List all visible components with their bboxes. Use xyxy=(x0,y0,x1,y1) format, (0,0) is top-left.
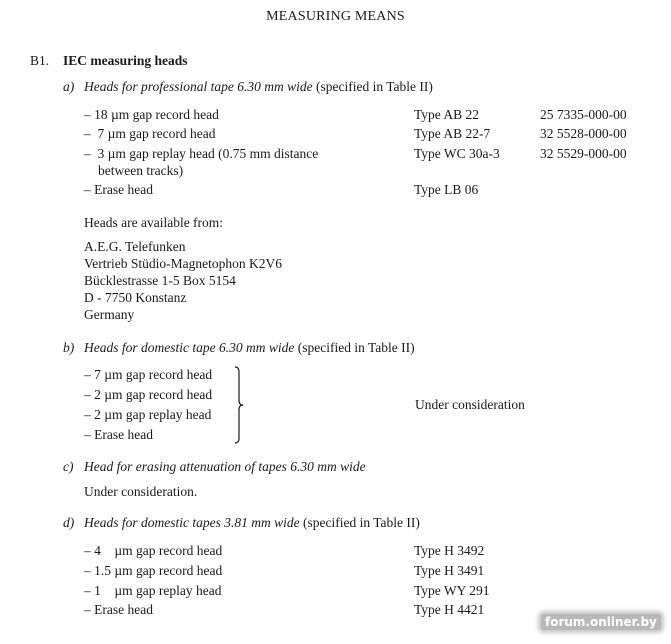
list-item: – 2 µm gap record head xyxy=(84,387,213,402)
head-type: Type AB 22-7 xyxy=(414,126,491,141)
list-item: – Erase head xyxy=(84,427,153,442)
availability-label: Heads are available from: xyxy=(84,215,224,230)
part-code: 32 5528-000-00 xyxy=(540,126,627,141)
subsection-b-note: (specified in Table II) xyxy=(297,340,415,355)
subsection-b-status: Under consideration xyxy=(415,397,525,412)
subsection-c-status: Under consideration. xyxy=(84,484,198,499)
address-line: D - 7750 Konstanz xyxy=(84,290,187,305)
subsection-b-italic-title: Heads for domestic tape 6.30 mm wide xyxy=(84,340,295,355)
list-item-continuation: between tracks) xyxy=(98,163,184,178)
section-number: B1. xyxy=(30,53,50,68)
list-item: – 7 µm gap record head xyxy=(84,126,216,141)
list-item: – 7 µm gap record head xyxy=(84,367,213,382)
list-item: – 1.5 µm gap record head xyxy=(84,563,223,578)
part-code: 32 5529-000-00 xyxy=(540,146,627,161)
list-item: – 3 µm gap replay head (0.75 mm distance xyxy=(84,146,319,161)
address-line: A.E.G. Telefunken xyxy=(84,239,186,254)
head-type: Type WC 30a-3 xyxy=(414,146,500,161)
list-item: – Erase head xyxy=(84,602,153,617)
address-line: Bücklestrasse 1-5 Box 5154 xyxy=(84,273,236,288)
subsection-c-label: c) xyxy=(63,459,74,474)
subsection-a-label: a) xyxy=(63,79,75,94)
head-type: Type H 4421 xyxy=(414,602,485,617)
address-line: Vertrieb Stüdio-Magnetophon K2V6 xyxy=(84,256,282,271)
subsection-b-label: b) xyxy=(63,340,75,355)
part-code: 25 7335-000-00 xyxy=(540,107,627,122)
address-line: Germany xyxy=(84,307,135,322)
list-item: – 4 µm gap record head xyxy=(84,543,223,558)
list-item: – Erase head xyxy=(84,182,153,197)
head-type: Type H 3492 xyxy=(414,543,485,558)
subsection-d-title xyxy=(84,515,420,531)
right-brace-icon xyxy=(233,366,247,444)
subsection-a-title xyxy=(84,79,433,95)
head-type: Type H 3491 xyxy=(414,563,485,578)
head-type: Type WY 291 xyxy=(414,583,490,598)
subsection-a-note: (specified in Table II) xyxy=(316,79,433,94)
subsection-b-title xyxy=(84,340,415,356)
subsection-d-italic-title: Heads for domestic tapes 3.81 mm wide xyxy=(84,515,300,530)
list-item: – 2 µm gap replay head xyxy=(84,407,212,422)
subsection-a-italic-title: Heads for professional tape 6.30 mm wide xyxy=(84,79,313,94)
list-item: – 1 µm gap replay head xyxy=(84,583,222,598)
head-type: Type LB 06 xyxy=(414,182,479,197)
list-item: – 18 µm gap record head xyxy=(84,107,219,122)
watermark: forum.onliner.by xyxy=(541,614,661,630)
subsection-d-label: d) xyxy=(63,515,75,530)
head-type: Type AB 22 xyxy=(414,107,480,122)
page-title: MEASURING MEANS xyxy=(266,9,405,24)
subsection-c-title: Head for erasing attenuation of tapes 6.30 mm wide xyxy=(84,459,366,474)
subsection-d-note: (specified in Table II) xyxy=(302,515,420,530)
section-heading: IEC measuring heads xyxy=(63,53,188,68)
